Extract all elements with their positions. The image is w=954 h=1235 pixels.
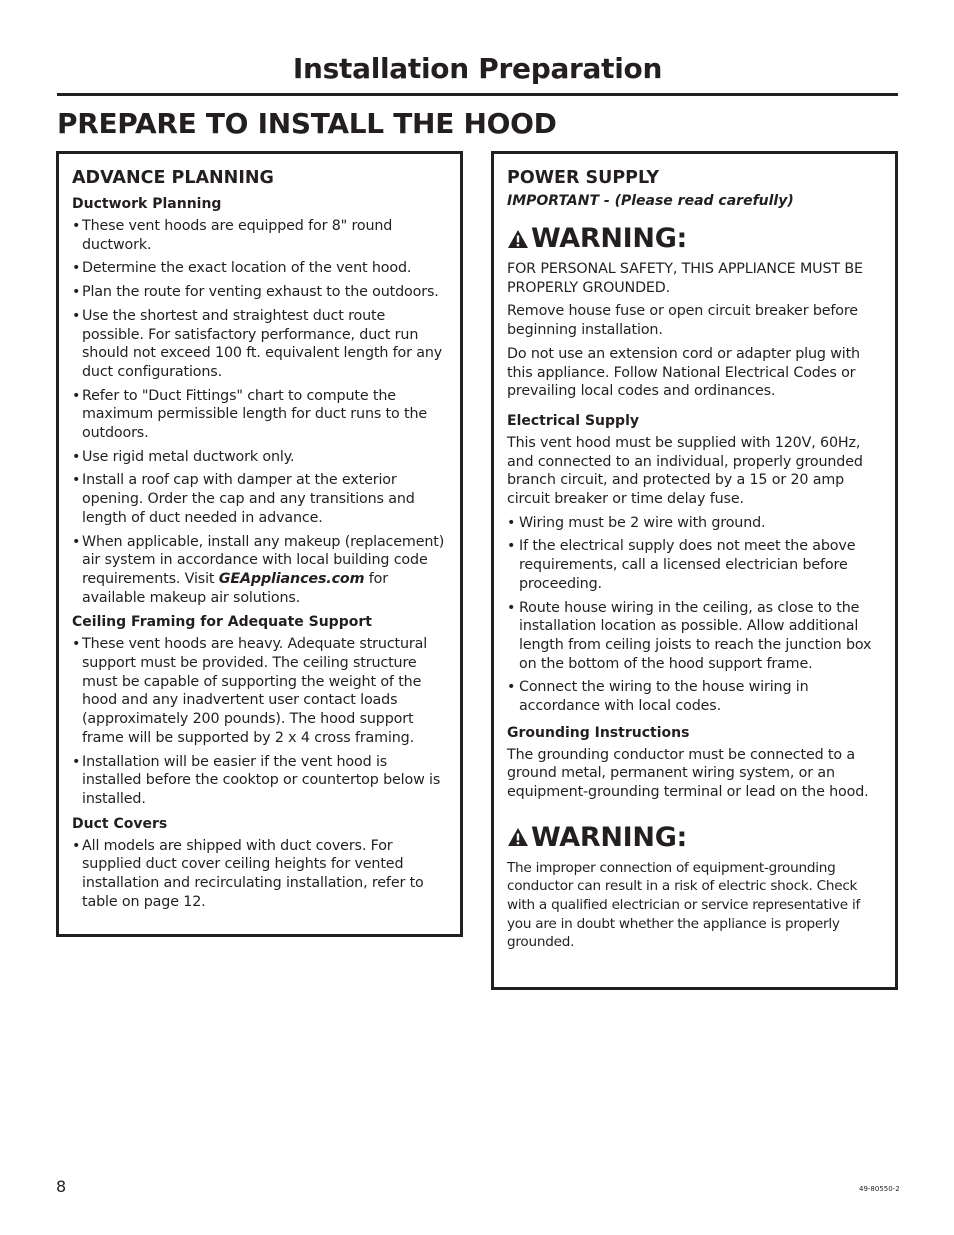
list-item: • Determine the exact location of the vent hood. bbox=[72, 259, 447, 278]
header-rule bbox=[57, 93, 898, 96]
warning-heading bbox=[507, 223, 879, 254]
page-number: 8 bbox=[56, 1177, 67, 1196]
list-item: • Use the shortest and straightest duct route possible. For satisfactory performance, duct run should not exceed 100 ft. equivalent length for any duct configurations. bbox=[72, 307, 447, 382]
duct-covers-heading: Duct Covers bbox=[72, 815, 168, 832]
list-item: • These vent hoods are heavy. Adequate structural support must be provided. The ceiling structure must be capable of supporting the weight of the hood and any inadvertent user contact loads (approximately 200 pounds). The hood support frame will be supported by 2 x 4 cross framing. bbox=[72, 635, 447, 747]
list-item: • All models are shipped with duct covers. For supplied duct cover ceiling heights for vented installation and recirculating installation, refer to table on page 12. bbox=[72, 837, 447, 912]
power-supply-heading: POWER SUPPLY bbox=[507, 168, 660, 188]
warning-label: WARNING: bbox=[531, 223, 688, 254]
warning-label: WARNING: bbox=[531, 821, 688, 853]
list-item: • Use rigid metal ductwork only. bbox=[72, 448, 447, 467]
ceiling-list bbox=[72, 635, 447, 808]
page-header-title: Installation Preparation bbox=[292, 52, 663, 85]
section-title: PREPARE TO INSTALL THE HOOD bbox=[57, 107, 557, 140]
list-item bbox=[72, 533, 447, 608]
electrical-supply-heading: Electrical Supply bbox=[507, 412, 639, 429]
makeup-text-before: When applicable, install any makeup (replacement) air system in accordance with local building code requirements. Visit bbox=[82, 533, 445, 587]
list-item: • Connect the wiring to the house wiring in accordance with local codes. bbox=[507, 678, 879, 715]
power-supply-box bbox=[491, 151, 898, 990]
list-item: • If the electrical supply does not meet the above requirements, call a licensed electrician before proceeding. bbox=[507, 537, 879, 593]
warning-paragraph: Remove house fuse or open circuit breaker before beginning installation. bbox=[507, 303, 858, 339]
list-item: • These vent hoods are equipped for 8" round ductwork. bbox=[72, 217, 447, 254]
electrical-list bbox=[507, 514, 879, 716]
ductwork-list bbox=[72, 217, 447, 607]
list-item: • Wiring must be 2 wire with ground. bbox=[507, 514, 879, 533]
document-code: 49-80550-2 bbox=[859, 1185, 900, 1193]
list-item: • Install a roof cap with damper at the exterior opening. Order the cap and any transitions and length of duct needed in advance. bbox=[72, 471, 447, 527]
ge-appliances-link[interactable]: GEAppliances.com bbox=[218, 570, 365, 587]
warning-paragraph: Do not use an extension cord or adapter plug with this appliance. Follow National Electrical Codes or prevailing local codes and ordinances. bbox=[507, 345, 860, 400]
makeup-text-after: for available makeup air solutions. bbox=[82, 570, 388, 606]
list-item: • Route house wiring in the ceiling, as close to the installation location as possible. Allow additional length from ceiling joists to reach the junction box on the bottom of the hood support frame. bbox=[507, 599, 879, 674]
duct-covers-list bbox=[72, 837, 447, 912]
grounding-heading: Grounding Instructions bbox=[507, 724, 690, 741]
important-note: IMPORTANT - (Please read carefully) bbox=[507, 193, 794, 209]
warning-paragraph: The improper connection of equipment-grounding conductor can result in a risk of electric shock. Check with a qualified electrician or service representative if you are in doubt whether the appliance is properly grounded. bbox=[507, 859, 861, 951]
warning-triangle-icon bbox=[507, 229, 529, 249]
grounding-paragraph: The grounding conductor must be connected to a ground metal, permanent wiring system, or an equipment-grounding terminal or lead on the hood. bbox=[507, 746, 869, 801]
ductwork-planning-heading: Ductwork Planning bbox=[72, 196, 222, 212]
list-item: • Installation will be easier if the vent hood is installed before the cooktop or countertop below is installed. bbox=[72, 753, 447, 809]
advance-planning-box bbox=[56, 151, 463, 937]
list-item: • Refer to "Duct Fittings" chart to compute the maximum permissible length for duct runs to the outdoors. bbox=[72, 387, 447, 443]
list-item: • Plan the route for venting exhaust to the outdoors. bbox=[72, 283, 447, 302]
electrical-paragraph: This vent hood must be supplied with 120V, 60Hz, and connected to an individual, properly grounded branch circuit, and protected by a 15 or 20 amp circuit breaker or time delay fuse. bbox=[507, 434, 863, 508]
ceiling-framing-heading: Ceiling Framing for Adequate Support bbox=[72, 614, 372, 631]
warning-paragraph: FOR PERSONAL SAFETY, THIS APPLIANCE MUST BE PROPERLY GROUNDED. bbox=[507, 261, 863, 296]
warning-triangle-icon bbox=[507, 827, 529, 847]
warning-heading bbox=[507, 822, 879, 853]
advance-planning-heading: ADVANCE PLANNING bbox=[72, 168, 274, 188]
